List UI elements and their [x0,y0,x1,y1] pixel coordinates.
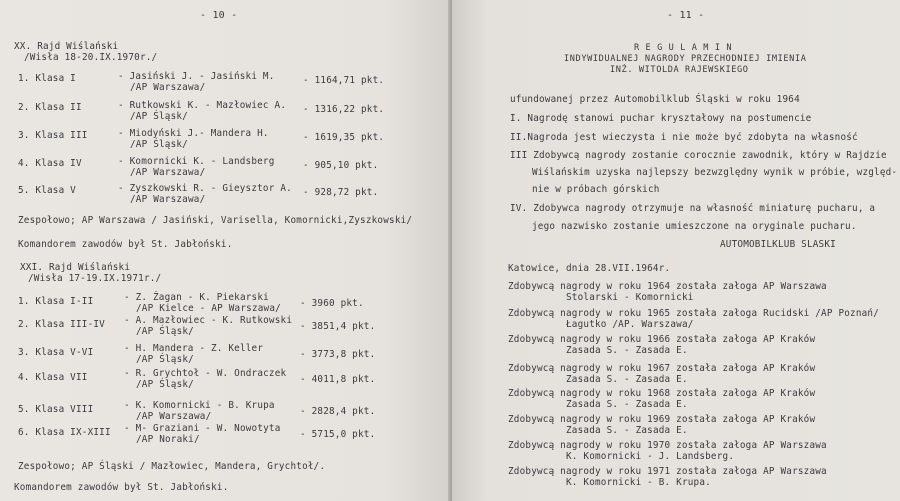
crew-names: - Zyszkowski R. - Gieysztor A. [118,183,292,194]
crew-club: /AP Warszawa/ [130,194,206,205]
winner-line: Zdobywcą nagrody w roku 1966 została załoga AP Kraków [508,334,816,345]
crew-names: - H. Mandera - Z. Keller [124,343,264,354]
regulation-heading: R E G U L A M I N [634,43,733,53]
crew-club: /AP Śląsk/ [130,139,188,150]
class-label: 6. Klasa IX-XIII [18,427,111,438]
crew-club: /AP Warszawa/ [130,82,206,93]
crew-names: - Jasiński J. - Jasiński M. [118,71,275,82]
winner-line: Zdobywcą nagrody w roku 1969 została załoga AP Kraków [508,414,816,425]
right-page [452,0,900,501]
winner-crew: Zasada S. - Zasada E. [566,399,688,410]
crew-names: - Miodyński J.- Mandera H. [118,128,269,139]
score: - 3773,8 pkt. [300,349,376,360]
winner-crew: Zasada S. - Zasada E. [566,374,688,385]
class-label: 1. Klasa I-II [18,296,94,307]
rally-dates: /Wisła 17-19.IX.1971r./ [28,273,162,284]
class-label: 5. Klasa V [18,185,76,196]
score: - 928,72 pkt. [303,187,379,198]
winner-crew: Stolarski - Komornicki [566,292,694,303]
team-result: Zespołowo; AP Śląski / Mazłowiec, Mandera, Grychtoł/. [18,461,326,472]
winner-line: Zdobywcą nagrody w roku 1967 została załoga AP Kraków [508,363,816,374]
score: - 4011,8 pkt. [300,374,376,385]
page-number: - 11 - [667,10,705,21]
score: - 905,10 pkt. [303,160,379,171]
regulation-subheading: INDYWIDUALNEJ NAGRODY PRZECHODNIEJ IMIENIA [564,54,807,64]
crew-club: /AP Warszawa/ [136,411,212,422]
winner-crew: Łagutko /AP. Warszawa/ [566,319,694,330]
crew-names: - K. Komornicki - B. Krupa [124,400,275,411]
winner-line: Zdobywcą nagrody w roku 1970 została załoga AP Warszawa [508,440,827,451]
regulation-intro: ufundowanej przez Automobilklub Śląski w roku 1964 [510,94,800,105]
rally-dates: /Wisła 18-20.IX.1970r./ [24,52,158,63]
date-line: Katowice, dnia 28.VII.1964r. [508,263,671,274]
crew-club: /AP Śląsk/ [136,326,194,337]
crew-club: /AP Noraki/ [136,434,200,445]
team-result: Zespołowo; AP Warszawa / Jasiński, Varisella, Komornicki,Zyszkowski/ [18,215,413,226]
crew-club: /AP Śląsk/ [130,111,188,122]
crew-club: /AP Śląsk/ [136,379,194,390]
rule-line: I. Nagrodę stanowi puchar kryształowy na postumencie [510,113,812,124]
crew-club: /AP Warszawa/ [130,167,206,178]
score: - 5715,0 pkt. [300,429,376,440]
commander-note: Komandorem zawodów był St. Jabłoński. [18,239,233,250]
crew-club: /AP Śląsk/ [136,354,194,365]
score: - 3960 pkt. [300,298,364,309]
rule-line: Wiślańskim uzyska najlepszy bezwzględny wynik w próbie, względ- [532,167,898,178]
winner-line: Zdobywcą nagrody w roku 1964 została załoga AP Warszawa [508,281,827,292]
score: - 3851,4 pkt. [300,321,376,332]
class-label: 4. Klasa VII [18,372,88,383]
class-label: 4. Klasa IV [18,158,82,169]
crew-names: - M- Graziani - W. Nowotyta [124,423,281,434]
winner-crew: K. Komornicki - J. Landsberg. [566,451,735,462]
winner-crew: Zasada S. - Zasada E. [566,425,688,436]
winner-line: Zdobywcą nagrody w roku 1965 została załoga Rucidski /AP Poznań/ [508,308,880,319]
rule-line: III Zdobywcą nagrody zostanie corocznie zawodnik, który w Rajdzie [510,150,887,161]
winner-crew: K. Komornicki - B. Krupa. [566,477,711,488]
rally-title: XX. Rajd Wiślański [14,41,119,52]
class-label: 3. Klasa III [18,130,88,141]
score: - 2828,4 pkt. [300,406,376,417]
score: - 1164,71 pkt. [303,75,385,86]
class-label: 2. Klasa III-IV [18,319,105,330]
rule-line: jego nazwisko zostanie umieszczone na oryginale pucharu. [532,221,857,232]
crew-club: /AP Kielce - AP Warszawa/ [136,303,281,314]
page-number: - 10 - [200,10,238,21]
score: - 1316,22 pkt. [303,104,385,115]
crew-names: - Komornicki K. - Landsberg [118,156,275,167]
winner-line: Zdobywcą nagrody w roku 1968 została załoga AP Kraków [508,388,816,399]
winner-line: Zdobywcą nagrody w roku 1971 została załoga AP Warszawa [508,466,827,477]
rule-line: II.Nagroda jest wieczysta i nie może być zdobyta na własność [510,132,858,143]
crew-names: - A. Mazłowiec - K. Rutkowski [124,315,293,326]
class-label: 1. Klasa I [18,73,76,84]
signature: AUTOMOBILKLUB SLASKI [720,239,836,250]
commander-note: Komandorem zawodów był St. Jabłoński. [14,482,229,493]
winner-crew: Zasada S. - Zasada E. [566,345,688,356]
rule-line: IV. Zdobywca nagrody otrzymuje na własność miniaturę pucharu, a [510,203,876,214]
score: - 1619,35 pkt. [303,132,385,143]
class-label: 3. Klasa V-VI [18,347,94,358]
class-label: 5. Klasa VIII [18,404,94,415]
crew-names: - Rutkowski K. - Mazłowiec A. [118,100,287,111]
rally-title: XXI. Rajd Wiślański [20,262,131,273]
class-label: 2. Klasa II [18,102,82,113]
rule-line: nie w próbach górskich [532,184,660,195]
crew-names: - R. Grychtoł - W. Ondraczek [124,368,287,379]
crew-names: - Z. Żagan - K. Piekarski [124,292,269,303]
regulation-subheading: INŻ. WITOLDA RAJEWSKIEGO [610,65,749,75]
